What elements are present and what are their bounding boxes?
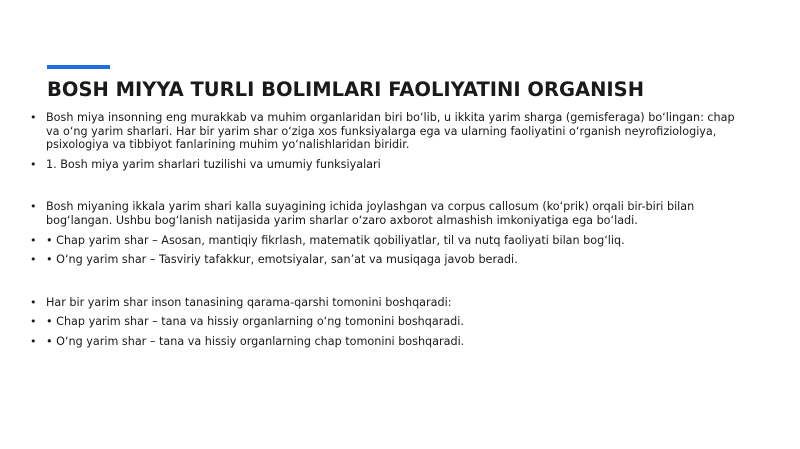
bullet-icon: • — [30, 315, 37, 329]
bullet-icon: • — [30, 253, 37, 267]
bullet-text: • Chap yarim shar – tana va hissiy organlarning o‘ng tomonini boshqaradi. — [46, 315, 464, 329]
bullet-item — [28, 200, 748, 227]
bullet-item — [28, 253, 748, 267]
title-accent-bar — [47, 65, 110, 69]
bullet-icon: • — [30, 111, 37, 124]
bullet-item — [28, 111, 748, 152]
slide-title: BOSH MIYYA TURLI BOLIMLARI FAOLIYATINI ORGANISH — [47, 78, 645, 101]
bullet-item — [28, 296, 748, 310]
bullet-icon: • — [30, 295, 37, 309]
bullet-list — [28, 111, 748, 349]
bullet-text: Har bir yarim shar inson tanasining qarama-qarshi tomonini boshqaradi: — [46, 295, 452, 309]
bullet-text: • Chap yarim shar – Asosan, mantiqiy fikrlash, matematik qobiliyatlar, til va nutq faoliyati bilan bog‘liq. — [46, 233, 625, 247]
bullet-item — [28, 335, 748, 349]
bullet-icon: • — [30, 200, 37, 214]
bullet-icon: • — [30, 157, 37, 171]
bullet-item — [28, 315, 748, 329]
bullet-text: • O‘ng yarim shar – Tasviriy tafakkur, emotsiyalar, san’at va musiqaga javob beradi. — [46, 253, 518, 267]
bullet-item — [28, 234, 748, 248]
bullet-text: 1. Bosh miya yarim sharlari tuzilishi va umumiy funksiyalari — [46, 157, 381, 171]
bullet-icon: • — [30, 233, 37, 247]
bullet-icon: • — [30, 334, 37, 348]
bullet-text: • O‘ng yarim shar – tana va hissiy organlarning chap tomonini boshqaradi. — [46, 334, 465, 348]
bullet-text: Bosh miya insonning eng murakkab va muhim organlaridan biri bo‘lib, u ikkita yarim sharga (gemisferaga) bo‘lingan: chap va o‘ng yarim sharlari. Har bir yarim shar o‘ziga xos funksiyalarga ega va ularning faoliyatini o‘rganish neyrofiziologiya, psixologiya va tibbiyot fanlarining muhim yo‘nalishlaridan biridir. — [46, 111, 735, 152]
bullet-text: Bosh miyaning ikkala yarim shari kalla suyagining ichida joylashgan va corpus callosum (ko‘prik) orqali bir-biri bilan bog‘langan. Ushbu bog‘lanish natijasida yarim sharlar o‘zaro axborot almashish imkoniyatiga ega bo‘ladi. — [46, 200, 695, 227]
bullet-item — [28, 158, 748, 172]
